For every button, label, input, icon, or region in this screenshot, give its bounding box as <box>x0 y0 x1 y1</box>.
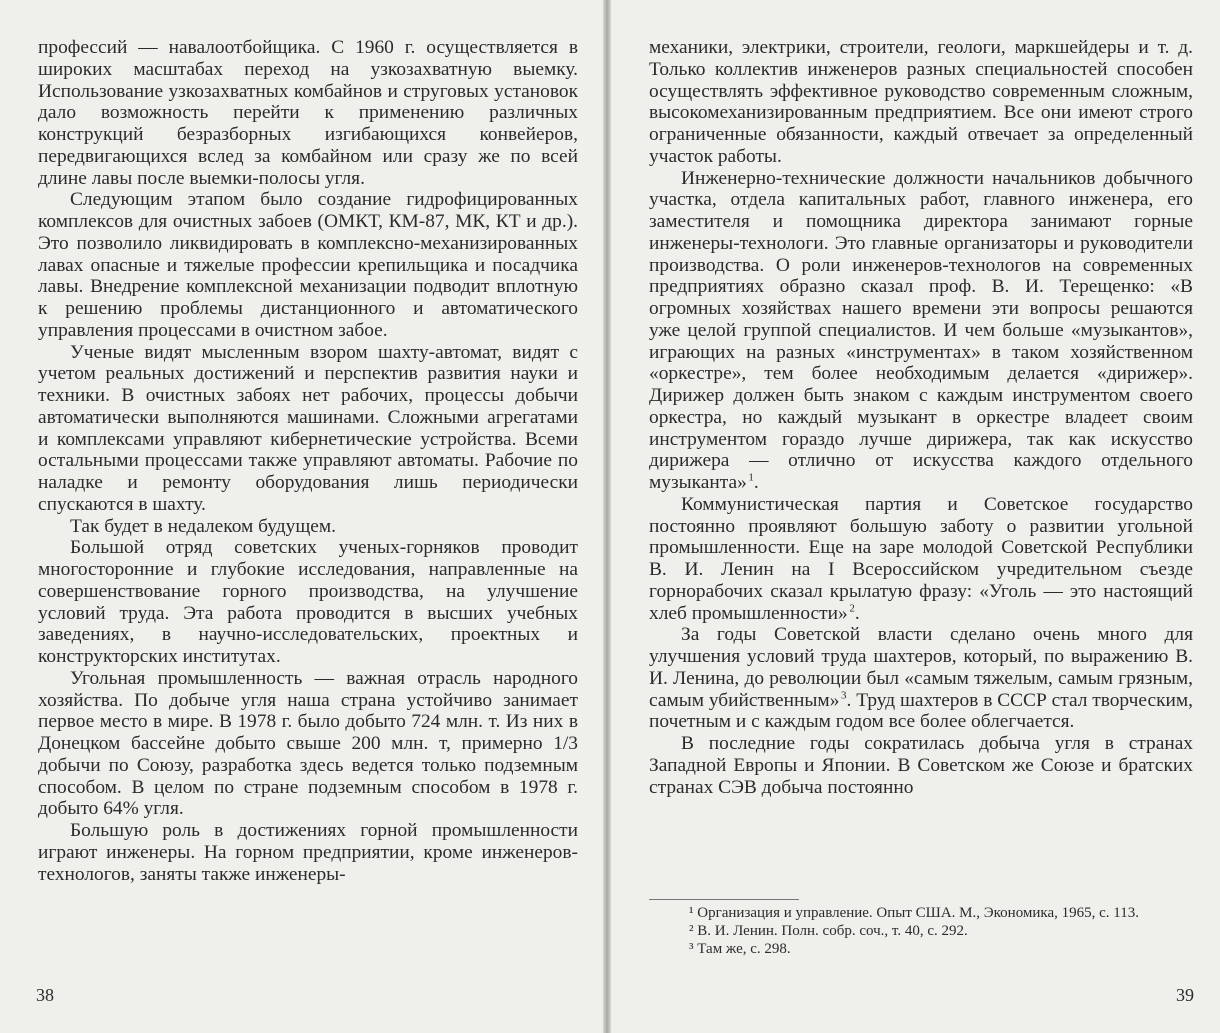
paragraph: Следующим этапом было создание гидрофицированных комплексов для очистных забоев (ОМКТ, КМ-87, МК, КТ и др.). Это позволило ликвидировать в комплексно-механизированных лавах опасные и тяжелые профессии крепильщика и посадчика лавы. Внедрение комплексной механизации подводит вплотную к решению проблемы дистанционного и автоматического управления процессами в очистном забое. <box>38 189 578 341</box>
paragraph: Инженерно-технические должности начальников добычного участка, отдела капитальных работ, главного инженера, его заместителя и помощника директора занимают горные инженеры-технологи. Это главные организаторы и руководители производства. О роли инженеров-технологов на современных предприятиях образно сказал проф. В. И. Терещенко: «В огромных хозяйствах нашего времени эти вопросы решаются уже целой группой специалистов. И чем больше «музыкантов», играющих на разных «инструментах» в таком хозяйственном «оркестре», тем более необходимым делается «дирижер». Дирижер должен быть знаком с каждым инструментом своего оркестра, но каждый музыкант в оркестре владеет своим инструментом гораздо лучше дирижера, так как искусство дирижера — отлично от искусства каждого отдельного музыканта» $^1$. <box>649 167 1193 493</box>
footnote: ² В. И. Ленин. Полн. собр. соч., т. 40, с. 292. <box>689 923 968 939</box>
footnote-mark: 1 <box>748 471 754 484</box>
paragraph-text: Инженерно-технические должности начальников добычного участка, отдела капитальных работ, главного инженера, его заместителя и помощника директора занимают горные инженеры-технологи. Это главные организаторы и руководители производства. О роли инженеров-технологов на современных предприятиях образно сказал проф. В. И. Терещенко: «В огромных хозяйствах нашего времени эти вопросы решаются уже целой группой специалистов. И чем больше «музыкантов», играющих на разных «инструментах» в таком хозяйственном «оркестре», тем более необходимым делается «дирижер». Дирижер должен быть знаком с каждым инструментом своего оркестра, но каждый музыкант в оркестре владеет своим инструментом гораздо лучше дирижера, так как искусство дирижера — отлично от искусства каждого отдельного музыканта» <box>649 167 1193 493</box>
footnotes <box>649 899 1193 958</box>
paragraph-text: За годы Советской власти сделано очень много для улучшения условий труда шахтеров, который, по выражению В. И. Ленина, до революции был «самым тяжелым, самым грязным, самым убийственным» <box>649 624 1193 711</box>
footnote-mark: 3 <box>841 689 847 702</box>
footnote: ¹ Организация и управление. Опыт США. М., Экономика, 1965, с. 113. <box>689 905 1139 921</box>
footnote-rule <box>649 899 799 900</box>
page-number: 38 <box>36 985 54 1005</box>
paragraph-text: Труд шахтеров в СССР стал творческим, почетным и с каждым годом все более облегчается. <box>649 689 1194 733</box>
left-page-text <box>38 37 578 885</box>
paragraph: Угольная промышленность — важная отрасль народного хозяйства. По добыче угля наша страна устойчиво занимает первое место в мире. В 1978 г. было добыто 724 млн. т. Из них в Донецком бассейне добыто свыше 200 млн. т, примерно 1/3 добычи по Союзу, разработка здесь ведется только подземным способом. В целом по стране подземным способом в 1978 г. добыто 64% угля. <box>38 667 578 820</box>
paragraph: Так будет в недалеком будущем. <box>70 515 336 537</box>
right-page-text <box>649 37 1193 798</box>
paragraph: Большую роль в достижениях горной промышленности играют инженеры. На горном предприятии, кроме инженеров-технологов, заняты также инженеры- <box>38 820 578 885</box>
paragraph: Большой отряд советских ученых-горняков проводит многосторонние и глубокие исследования, направленные на совершенствование горного производства, на улучшение условий труда. Эта работа проводится в высших учебных заведениях, в научно-исследовательских, проектных и конструкторских институтах. <box>38 537 578 667</box>
paragraph: За годы Советской власти сделано очень много для улучшения условий труда шахтеров, который, по выражению В. И. Ленина, до революции был «самым тяжелым, самым грязным, самым убийственным» $^3$. Труд шахтеров в СССР стал творческим, почетным и с каждым годом все более облегчается. <box>649 624 1194 733</box>
page-number: 39 <box>1176 985 1194 1005</box>
right-page <box>611 0 1220 1033</box>
paragraph: профессий — навалоотбойщика. С 1960 г. осуществляется в широких масштабах переход на узкозахватную выемку. Использование узкозахватных комбайнов и струговых установок дало возможность перейти к применению различных конструкций безразборных изгибающихся конвейеров, передвигающихся вслед за комбайном или сразу же по всей длине лавы после выемки-полосы угля. <box>38 37 578 189</box>
paragraph-text: Коммунистическая партия и Советское государство постоянно проявляют большую заботу о развитии угольной промышленности. Еще на заре молодой Советской Республики В. И. Ленин на I Всероссийском учредительном съезде горнорабочих сказал крылатую фразу: «Уголь — это настоящий хлеб промышленности» <box>649 493 1193 624</box>
footnote: ³ Там же, с. 298. <box>689 941 791 957</box>
paragraph: Ученые видят мысленным взором шахту-автомат, видят с учетом реальных достижений и перспектив развития науки и техники. В очистных забоях нет рабочих, процессы добычи автоматически выполняются машинами. Сложными агрегатами и комплексами управляют кибернетические устройства. Всеми остальными процессами также управляют автоматы. Рабочие по наладке и ремонту оборудования лишь периодически спускаются в шахту. <box>38 341 578 515</box>
paragraph: Коммунистическая партия и Советское государство постоянно проявляют большую заботу о развитии угольной промышленности. Еще на заре молодой Советской Республики В. И. Ленин на I Всероссийском учредительном съезде горнорабочих сказал крылатую фразу: «Уголь — это настоящий хлеб промышленности» $^2$. <box>649 493 1193 624</box>
book-gutter <box>603 0 611 1033</box>
footnote-mark: 2 <box>849 602 855 615</box>
paragraph: механики, электрики, строители, геологи, маркшейдеры и т. д. Только коллектив инженеров разных специальностей способен осуществлять эффективное руководство современным сложным, высокомеханизированным предприятием. Все они имеют строго ограниченные обязанности, каждый отвечает за определенный участок работы. <box>649 37 1193 167</box>
left-page <box>0 0 603 1033</box>
paragraph: В последние годы сократилась добыча угля в странах Западной Европы и Японии. В Советском же Союзе и братских странах СЭВ добыча постоянно <box>649 733 1193 798</box>
